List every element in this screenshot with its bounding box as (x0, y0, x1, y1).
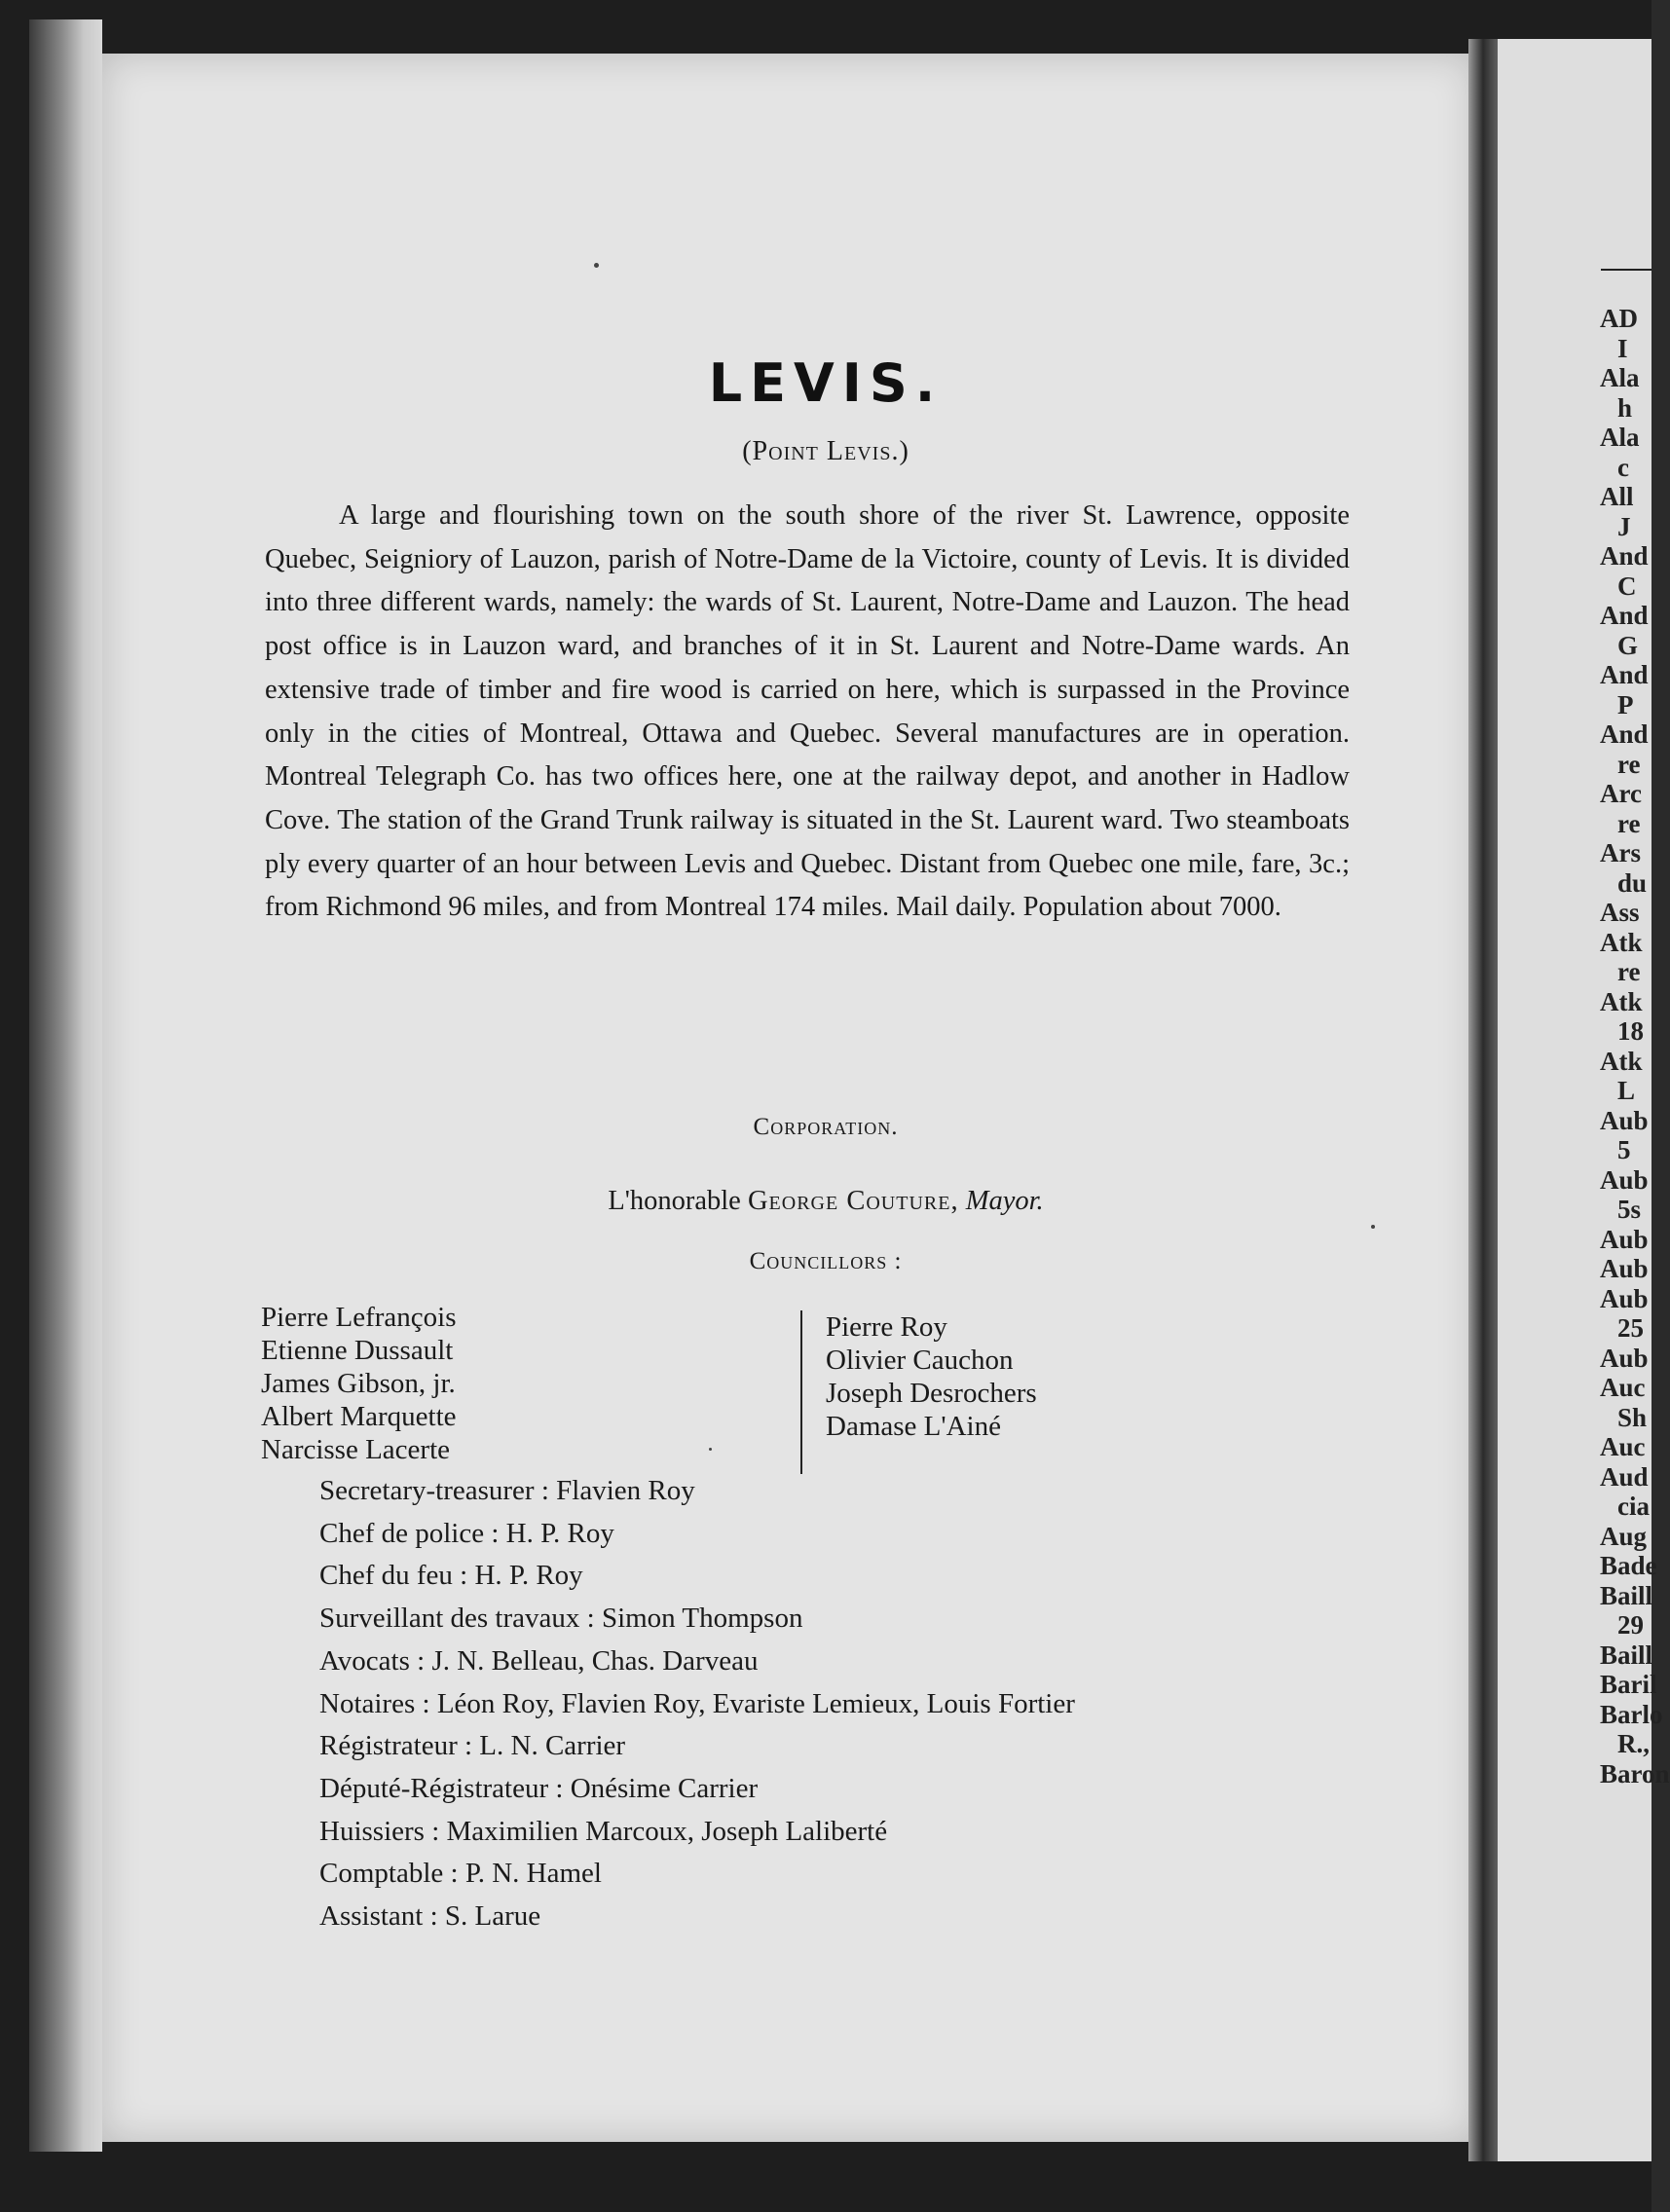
corporation-heading: Corporation. (753, 1114, 899, 1140)
officer-row (319, 1598, 1075, 1641)
officer-row (319, 1853, 1075, 1896)
officer-names: J. N. Belleau, Chas. Darveau (431, 1644, 759, 1677)
officer-row (319, 1683, 1075, 1726)
adjacent-page-fragment: R., (1617, 1729, 1650, 1758)
councillor-name: Olivier Cauchon (826, 1345, 1014, 1376)
adjacent-page-fragment: AD (1600, 304, 1638, 333)
officer-row (319, 1725, 1075, 1768)
page-subtitle: (Point Levis.) (742, 436, 909, 466)
adjacent-page-fragment: h (1617, 392, 1633, 423)
town-description: A large and flourishing town on the south shore of the river St. Lawrence, opposite Quebec, Seigniory of Lauzon, parish of Notre-Dame de la Victoire, county of Levis. It is divided into three different wards, namely: the wards of St. Laurent, Notre-Dame and Lauzon. The head post office is in Lauzon ward, and branches of it in St. Laurent and Notre-Dame wards. An extensive trade of timber and fire wood is carried on here, which is surpassed in the Province only in the cities of Montreal, Ottawa and Quebec. Several manufactures are in operation. Montreal Telegraph Co. has two offices here, one at the railway depot, and another in Hadlow Cove. The station of the Grand Trunk railway is situated in the St. Laurent ward. Two steamboats ply every quarter of an hour between Levis and Quebec. Distant from Quebec one mile, fare, 3c.; from Richmond 96 miles, and from Montreal 174 miles. Mail daily. Population about 7000. (265, 500, 1350, 923)
adjacent-page-fragment: P (1617, 689, 1634, 719)
adjacent-page-fragment: Sh (1617, 1402, 1648, 1432)
adjacent-page-fragment: Ass (1600, 898, 1640, 927)
adjacent-page-fragment: Aub (1600, 1343, 1649, 1373)
adjacent-page-fragment: Auc (1600, 1432, 1646, 1461)
adjacent-page-fragment: Barlo (1600, 1699, 1663, 1729)
councillor-name: Pierre Roy (826, 1311, 947, 1343)
officer-role: Chef du feu : (319, 1560, 468, 1592)
adjacent-page-fragment: Auc (1600, 1373, 1646, 1402)
adjacent-page-fragment: Aub (1600, 1224, 1649, 1254)
adjacent-page-fragment: re (1617, 749, 1641, 779)
book-edge (29, 19, 102, 2152)
councillors-heading: Councillors : (749, 1248, 903, 1274)
officer-role: Huissiers : (319, 1815, 440, 1847)
adjacent-page-fragment: Aub (1600, 1254, 1649, 1283)
officer-role: Avocats : (319, 1644, 426, 1677)
mayor-prefix: L'honorable (608, 1186, 741, 1216)
adjacent-page-fragment: J (1617, 511, 1631, 541)
mayor-name: George Couture, (747, 1186, 959, 1216)
adjacent-page-rule (1601, 269, 1651, 271)
adjacent-page-fragment: Aub (1600, 1105, 1649, 1135)
councillors-right-column (826, 1310, 1037, 1443)
ink-speck (594, 263, 599, 268)
councillors-left-column (261, 1301, 457, 1466)
adjacent-page-fragment: Ala (1600, 423, 1640, 452)
councillor-name: Damase L'Ainé (826, 1411, 1001, 1442)
adjacent-page-fragment: re (1617, 808, 1641, 838)
adjacent-page-fragment: Atk (1600, 1046, 1643, 1076)
adjacent-page-fragment: re (1617, 957, 1641, 986)
councillor-name: Narcisse Lacerte (261, 1434, 451, 1465)
officer-role: Secretary-treasurer : (319, 1475, 549, 1506)
column-divider (800, 1310, 802, 1474)
adjacent-page-fragment: du (1617, 867, 1648, 898)
officer-names: Léon Roy, Flavien Roy, Evariste Lemieux, Louis Fortier (436, 1687, 1075, 1719)
councillor-name: Etienne Dussault (261, 1335, 454, 1366)
adjacent-page-fragment: And (1600, 601, 1649, 630)
adjacent-page-fragment: 5s (1617, 1195, 1642, 1224)
page-title: LEVIS. (708, 352, 944, 414)
adjacent-page-fragment: Atk (1600, 986, 1643, 1016)
adjacent-page-fragment: I (1617, 333, 1628, 363)
councillor-name: James Gibson, jr. (261, 1368, 456, 1399)
officer-row (319, 1896, 1075, 1938)
officer-names: H. P. Roy (505, 1517, 614, 1549)
adjacent-page-fragment: Ars (1600, 838, 1641, 867)
officer-role: Chef de police : (319, 1517, 500, 1549)
officer-names: P. N. Hamel (464, 1858, 602, 1890)
adjacent-page-fragment: Baill (1600, 1580, 1653, 1610)
mayor-line (0, 1186, 1651, 1217)
officer-row (319, 1811, 1075, 1854)
adjacent-page-fragment: Atk (1600, 927, 1643, 957)
officer-row (319, 1641, 1075, 1683)
adjacent-page-fragment: And (1600, 660, 1649, 689)
adjacent-page-fragment: 18 (1617, 1016, 1644, 1046)
adjacent-page-fragment: c (1617, 452, 1629, 482)
adjacent-page-fragment: And (1600, 719, 1649, 749)
adjacent-page-fragment: Baill (1600, 1640, 1653, 1670)
officer-names: Flavien Roy (556, 1475, 695, 1506)
officer-role: Assistant : (319, 1900, 438, 1933)
adjacent-page-fragment: Arc (1600, 779, 1642, 808)
officer-names: Onésime Carrier (570, 1772, 759, 1804)
officer-names: L. N. Carrier (479, 1730, 626, 1762)
adjacent-page-fragment: Aug (1600, 1521, 1648, 1551)
adjacent-page-fragment: Baron (1600, 1758, 1670, 1788)
adjacent-page-fragment: 29 (1617, 1610, 1644, 1640)
officer-names: S. Larue (444, 1900, 541, 1933)
adjacent-page-fragment: G (1617, 630, 1639, 660)
adjacent-page-fragment: cia (1617, 1492, 1650, 1521)
officer-role: Surveillant des travaux : (319, 1603, 595, 1635)
adjacent-page-fragment: L (1617, 1076, 1636, 1105)
adjacent-page-fragment: Aub (1600, 1164, 1649, 1195)
officer-role: Régistrateur : (319, 1730, 473, 1762)
officer-role: Comptable : (319, 1858, 459, 1890)
adjacent-page-column (1600, 304, 1670, 1788)
officer-row (319, 1513, 1075, 1556)
officers-list (319, 1470, 1075, 1938)
officer-row (319, 1470, 1075, 1513)
councillor-name: Pierre Lefrançois (261, 1302, 457, 1333)
officer-role: Notaires : (319, 1687, 430, 1719)
ink-speck (709, 1448, 712, 1451)
councillor-name: Joseph Desrochers (826, 1378, 1037, 1409)
officer-role: Député-Régistrateur : (319, 1772, 564, 1804)
adjacent-page-fragment: Bade (1600, 1551, 1657, 1580)
adjacent-page-fragment: Ala (1600, 363, 1640, 392)
officer-names: Simon Thompson (601, 1603, 803, 1635)
officer-row (319, 1555, 1075, 1598)
adjacent-page-fragment: Aud (1600, 1461, 1649, 1492)
officer-names: H. P. Roy (474, 1560, 583, 1592)
officer-names: Maximilien Marcoux, Joseph Laliberté (446, 1815, 888, 1847)
officer-row (319, 1768, 1075, 1811)
councillor-name: Albert Marquette (261, 1401, 457, 1432)
adjacent-page-fragment: All (1600, 482, 1634, 511)
adjacent-page-fragment: 25 (1617, 1313, 1644, 1343)
ink-speck (1371, 1225, 1375, 1229)
adjacent-page-fragment: C (1617, 571, 1637, 601)
adjacent-page-fragment: 5 (1617, 1135, 1631, 1164)
adjacent-page-fragment: Baril (1600, 1670, 1657, 1699)
mayor-title: Mayor. (965, 1186, 1044, 1216)
adjacent-page-fragment: And (1600, 541, 1649, 571)
adjacent-page-fragment: Aub (1600, 1283, 1649, 1313)
